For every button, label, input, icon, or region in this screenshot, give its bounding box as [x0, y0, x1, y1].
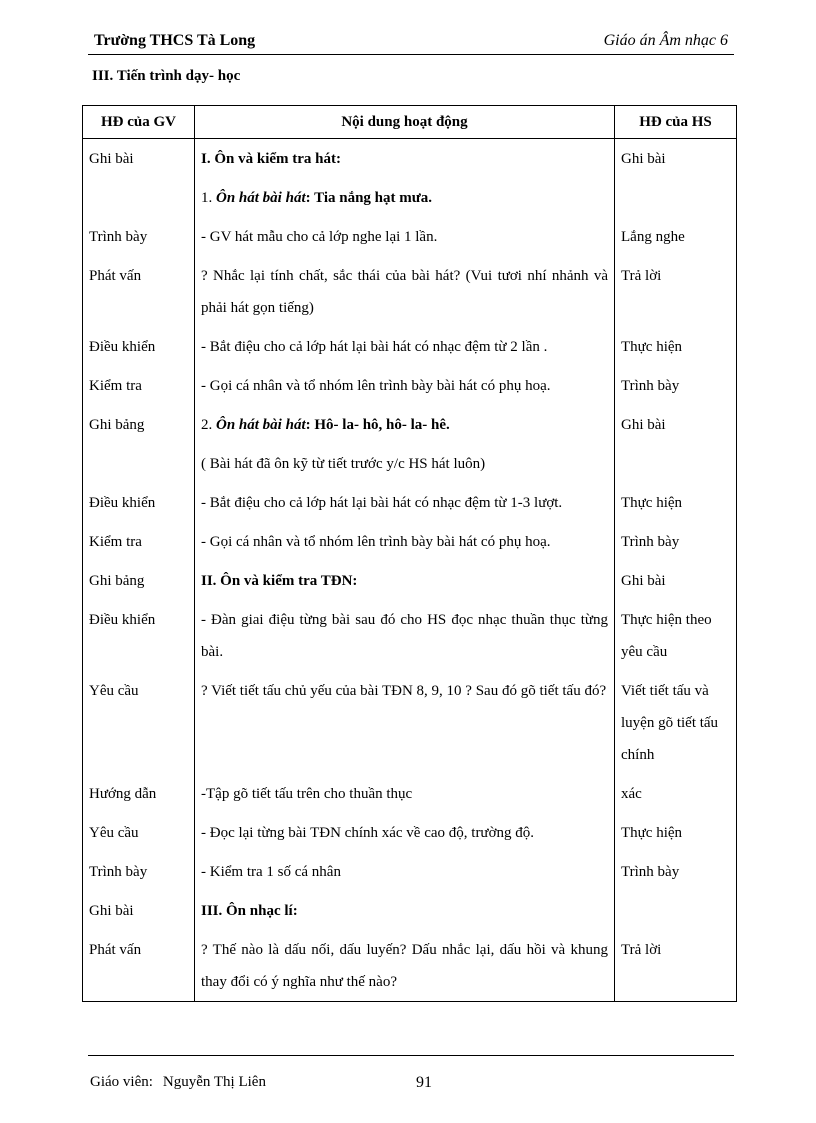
table-row: [83, 891, 737, 930]
teacher-activity: [83, 178, 195, 217]
student-activity: Trả lời: [615, 256, 737, 327]
activity-content: [195, 561, 615, 600]
teacher-activity: Phát vấn: [83, 930, 195, 1002]
teacher-label: Giáo viên:: [90, 1074, 153, 1090]
student-activity: Thực hiện theo yêu cầu: [615, 600, 737, 671]
activity-content: -Tập gõ tiết tấu trên cho thuần thục: [195, 774, 615, 813]
song-title: : Tia nắng hạt mưa.: [305, 190, 433, 206]
activity-content: - Gọi cá nhân và tổ nhóm lên trình bày bài hát có phụ hoạ.: [195, 522, 615, 561]
activity-content: - Đàn giai điệu từng bài sau đó cho HS đọc nhạc thuần thục từng bài.: [195, 600, 615, 671]
header-student-activity: HĐ của HS: [615, 106, 737, 139]
activity-content: [195, 139, 615, 179]
student-activity: Trình bày: [615, 366, 737, 405]
teacher-activity: Điều khiển: [83, 483, 195, 522]
table-row: [83, 444, 737, 483]
table-row: [83, 561, 737, 600]
subject-title: Giáo án Âm nhạc 6: [603, 32, 728, 49]
student-activity: Trình bày: [615, 522, 737, 561]
table-row: [83, 930, 737, 1002]
activity-content: - Gọi cá nhân và tổ nhóm lên trình bày bài hát có phụ hoạ.: [195, 366, 615, 405]
table-row: [83, 256, 737, 327]
teacher-activity: Yêu cầu: [83, 813, 195, 852]
section-title: III. Tiến trình dạy- học: [92, 68, 241, 84]
student-activity: xác: [615, 774, 737, 813]
activity-content: ? Viết tiết tấu chủ yếu của bài TĐN 8, 9, 10 ? Sau đó gõ tiết tấu đó?: [195, 671, 615, 774]
activity-content: - Đọc lại từng bài TĐN chính xác về cao độ, trường độ.: [195, 813, 615, 852]
table-row: [83, 600, 737, 671]
table-row: [83, 327, 737, 366]
teacher-activity: Điều khiển: [83, 327, 195, 366]
page-header: [88, 30, 734, 55]
table-row: [83, 178, 737, 217]
student-activity: Trình bày: [615, 852, 737, 891]
teacher-activity: Phát vấn: [83, 256, 195, 327]
teacher-activity: Kiểm tra: [83, 522, 195, 561]
student-activity: Thực hiện: [615, 813, 737, 852]
activity-content: ? Thế nào là dấu nối, dấu luyến? Dấu nhắc lại, dấu hồi và khung thay đổi có ý nghĩa như thế nào?: [195, 930, 615, 1002]
teacher-activity: Ghi bài: [83, 891, 195, 930]
song-title: : Hô- la- hô, hô- la- hê.: [305, 417, 450, 433]
student-activity: Ghi bài: [615, 405, 737, 444]
student-activity: [615, 178, 737, 217]
header-content: Nội dung hoạt động: [195, 106, 615, 139]
student-activity: [615, 891, 737, 930]
teacher-activity: Trình bày: [83, 852, 195, 891]
teacher-activity: Điều khiển: [83, 600, 195, 671]
item-label: Ôn hát bài hát: [216, 417, 306, 433]
student-activity: Ghi bài: [615, 139, 737, 179]
student-activity: Trả lời: [615, 930, 737, 1002]
teacher-activity: Trình bày: [83, 217, 195, 256]
activity-content: ? Nhắc lại tính chất, sắc thái của bài hát? (Vui tươi nhí nhảnh và phải hát gọn tiếng): [195, 256, 615, 327]
table-row: [83, 774, 737, 813]
teacher-activity: Yêu cầu: [83, 671, 195, 774]
teacher-activity: Ghi bảng: [83, 405, 195, 444]
student-activity: Lắng nghe: [615, 217, 737, 256]
section-heading: II. Ôn và kiểm tra TĐN:: [201, 573, 358, 589]
item-number: 2.: [201, 417, 216, 433]
activity-content: - Kiểm tra 1 số cá nhân: [195, 852, 615, 891]
activity-content: ( Bài hát đã ôn kỹ từ tiết trước y/c HS hát luôn): [195, 444, 615, 483]
header-teacher-activity: HĐ của GV: [83, 106, 195, 139]
activity-content: - GV hát mẫu cho cả lớp nghe lại 1 lần.: [195, 217, 615, 256]
table-row: [83, 366, 737, 405]
table-row: [83, 813, 737, 852]
table-row: [83, 139, 737, 179]
table-row: [83, 671, 737, 774]
activity-content: [195, 405, 615, 444]
teacher-name: Nguyễn Thị Liên: [162, 1074, 266, 1090]
page-number: 91: [416, 1074, 432, 1091]
teacher-activity: Hướng dẫn: [83, 774, 195, 813]
teacher-activity: Ghi bảng: [83, 561, 195, 600]
activity-content: [195, 178, 615, 217]
table-header-row: [83, 106, 737, 139]
student-activity: Viết tiết tấu và luyện gõ tiết tấu chính: [615, 671, 737, 774]
activity-content: - Bắt điệu cho cả lớp hát lại bài hát có nhạc đệm từ 2 lần .: [195, 327, 615, 366]
teacher-signature: [90, 1074, 266, 1091]
footer-divider: [88, 1055, 734, 1056]
table-row: [83, 405, 737, 444]
school-name: Trường THCS Tà Long: [94, 32, 256, 49]
student-activity: Thực hiện: [615, 327, 737, 366]
lesson-plan-table: [82, 105, 737, 1002]
item-number: 1.: [201, 190, 216, 206]
table-row: [83, 217, 737, 256]
student-activity: Ghi bài: [615, 561, 737, 600]
table-row: [83, 852, 737, 891]
table-row: [83, 483, 737, 522]
item-label: Ôn hát bài hát: [216, 190, 306, 206]
teacher-activity: Ghi bài: [83, 139, 195, 179]
table-row: [83, 522, 737, 561]
activity-content: [195, 891, 615, 930]
student-activity: Thực hiện: [615, 483, 737, 522]
section-heading: III. Ôn nhạc lí:: [201, 903, 298, 919]
student-activity: [615, 444, 737, 483]
section-heading: I. Ôn và kiểm tra hát:: [201, 151, 341, 167]
teacher-activity: Kiểm tra: [83, 366, 195, 405]
activity-content: - Bắt điệu cho cả lớp hát lại bài hát có nhạc đệm từ 1-3 lượt.: [195, 483, 615, 522]
teacher-activity: [83, 444, 195, 483]
